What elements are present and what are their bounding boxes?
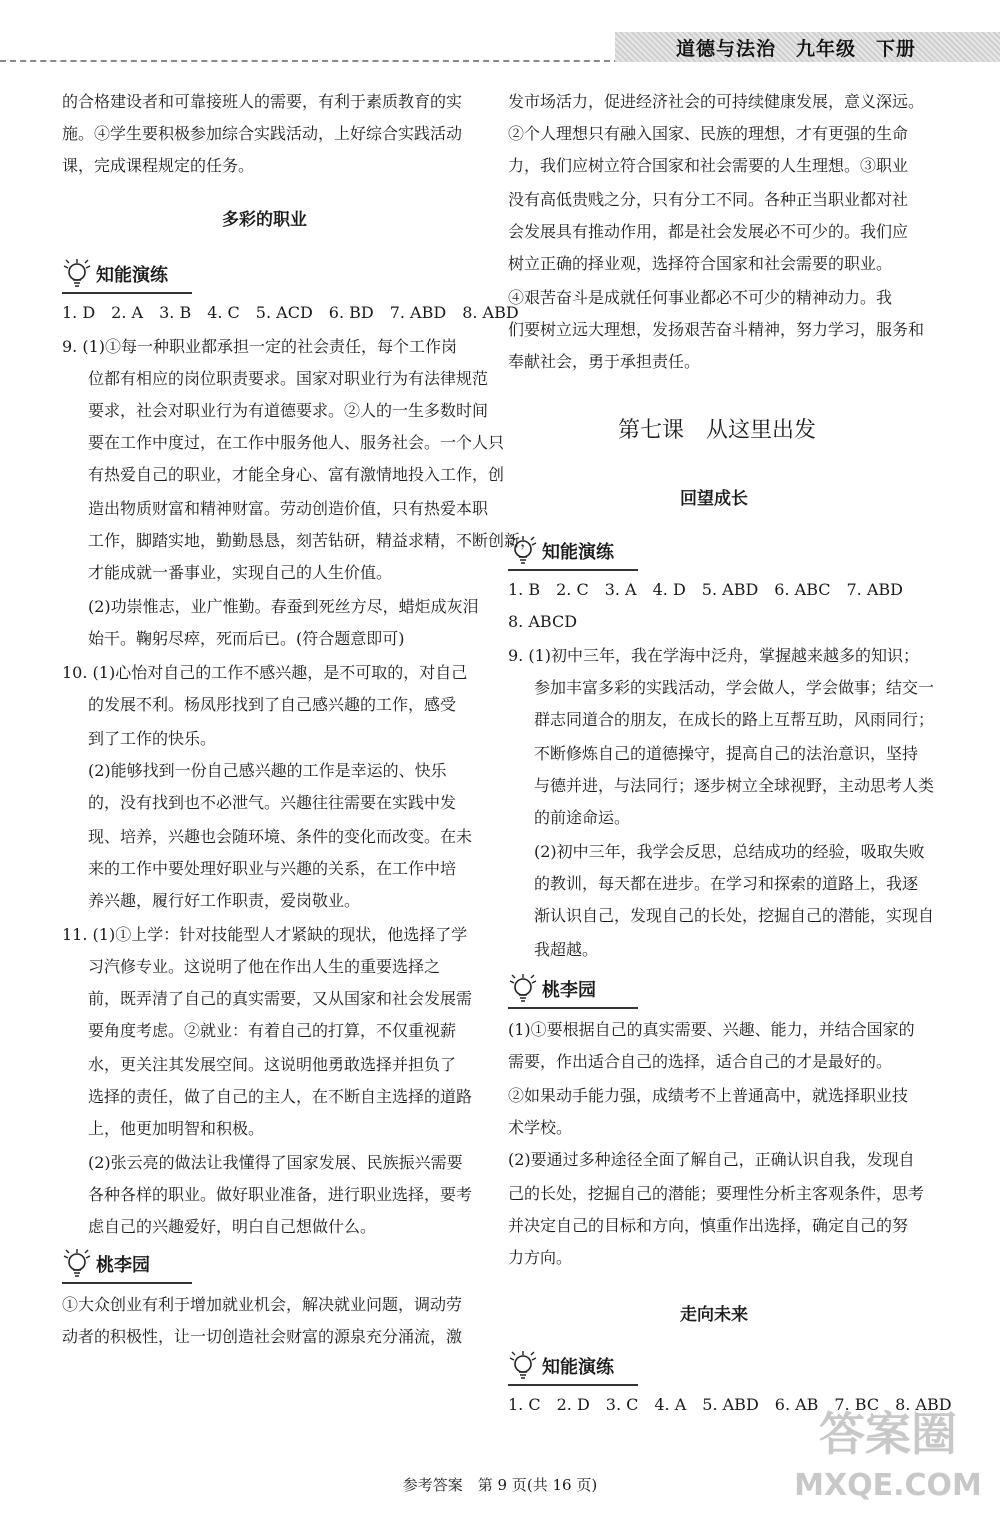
q9-line: 要在工作中度过，在工作中服务他人、服务社会。一个人只 — [88, 433, 505, 452]
taoli-line: 术学校。 — [508, 1118, 573, 1137]
watermark-logo — [778, 1395, 993, 1507]
text-line: 课，完成课程规定的任务。 — [62, 156, 255, 175]
watermark-en-text: MXQE.COM — [794, 1468, 982, 1503]
q9-line: 始干。鞠躬尽瘁，死而后已。(符合题意即可) — [88, 629, 405, 648]
q11-line: (2)张云亮的做法让我懂得了国家发展、民族振兴需要 — [88, 1153, 463, 1172]
answer-line: 1. C 2. D 3. C 4. A 5. ABD 6. AB 7. BC 8. ABD — [508, 1395, 952, 1414]
q9-line: 要求，社会对职业行为有道德要求。②人的一生多数时间 — [88, 401, 489, 420]
q9-line: 有热爱自己的职业，才能全身心、富有激情地投入工作，创 — [88, 465, 505, 484]
section-label-taoliyuan — [62, 1248, 150, 1280]
taoli-line: ②如果动手能力强，成绩考不上普通高中，就选择职业技 — [508, 1086, 909, 1105]
section-label-text: 知能演练 — [96, 265, 168, 286]
answer-line: 1. D 2. A 3. B 4. C 5. ACD 6. BD 7. ABD 8. ABD — [62, 303, 519, 322]
q9-line: 我超越。 — [534, 940, 599, 959]
section-label-text: 知能演练 — [542, 542, 614, 563]
q10-line: 的发展不利。杨凤彤找到了自己感兴趣的工作，感受 — [88, 695, 457, 714]
taoli-line: 力方向。 — [508, 1248, 573, 1267]
q9-line: 的前途命运。 — [534, 808, 631, 827]
text-line: 奉献社会，勇于承担责任。 — [508, 352, 701, 371]
q9-line: (2)初中三年，我学会反思，总结成功的经验，吸取失败 — [534, 842, 925, 861]
q11-line: 选择的责任，做了自己的主人，在不断自主选择的道路 — [88, 1087, 473, 1106]
q9-line: 渐认识自己，发现自己的长处，挖掘自己的潜能，实现自 — [534, 906, 935, 925]
q10-line: 现、培养，兴趣也会随环境、条件的变化而改变。在未 — [88, 827, 473, 846]
label-underline — [508, 569, 638, 571]
text-line: ②个人理想只有融入国家、民族的理想，才有更强的生命 — [508, 124, 909, 143]
q11-line: 11. (1)①上学：针对技能型人才紧缺的现状，他选择了学 — [62, 925, 468, 944]
page-header-title: 道德与法治 九年级 下册 — [676, 38, 917, 60]
q9-line: 位都有相应的岗位职责要求。国家对职业行为有法律规范 — [88, 369, 489, 388]
section-label-zhineng — [62, 258, 168, 290]
lightbulb-icon — [62, 1248, 92, 1280]
q9-line: 的教训，每天都在进步。在学习和探索的道路上，我逐 — [534, 874, 919, 893]
taoli-line: 并决定自己的目标和方向，慎重作出选择，确定自己的努 — [508, 1216, 909, 1235]
q9-line: 9. (1)初中三年，我在学海中泛舟，掌握越来越多的知识； — [508, 646, 920, 665]
label-underline — [62, 1282, 192, 1284]
taoli-line: ①大众创业有利于增加就业机会，解决就业问题，调动劳 — [62, 1295, 463, 1314]
answer-line: 1. B 2. C 3. A 4. D 5. ABD 6. ABC 7. ABD — [508, 580, 903, 599]
q9-line: 工作，脚踏实地，勤勤恳恳，刻苦钻研，精益求精，不断创新， — [88, 531, 537, 550]
text-line: ④艰苦奋斗是成就任何事业都必不可少的精神动力。我 — [508, 288, 893, 307]
lesson-title: 第七课 从这里出发 — [618, 418, 817, 443]
q11-line: 各种各样的职业。做好职业准备，进行职业选择，要考 — [88, 1185, 473, 1204]
text-line: 们要树立远大理想，发扬艰苦奋斗精神，努力学习，服务和 — [508, 320, 925, 339]
section-label-text: 知能演练 — [542, 1357, 614, 1378]
q9-line: 才能成就一番事业，实现自己的人生价值。 — [88, 563, 393, 582]
text-line: 会发展具有推动作用，都是社会发展必不可少的。我们应 — [508, 222, 909, 241]
text-line: 力，我们应树立符合国家和社会需要的人生理想。③职业 — [508, 156, 909, 175]
section-label-zhineng — [508, 1350, 614, 1382]
label-underline — [508, 1007, 638, 1009]
q11-line: 虑自己的兴趣爱好，明白自己想做什么。 — [88, 1217, 377, 1236]
lightbulb-icon — [62, 258, 92, 290]
q9-line: 群志同道合的朋友，在成长的路上互帮互助，风雨同行； — [534, 710, 935, 729]
lightbulb-icon — [508, 535, 538, 567]
section-title: 多彩的职业 — [222, 210, 307, 230]
q9-line: 参加丰富多彩的实践活动，学会做人，学会做事；结交一 — [534, 678, 935, 697]
q11-line: 上，他更加明智和积极。 — [88, 1119, 265, 1138]
page-footer: 参考答案 第 9 页(共 16 页) — [402, 1476, 598, 1494]
q10-line: 到了工作的快乐。 — [88, 729, 217, 748]
text-line: 的合格建设者和可靠接班人的需要，有利于素质教育的实 — [62, 92, 463, 111]
taoli-line: 己的长处，挖掘自己的潜能；要理性分析主客观条件，思考 — [508, 1184, 925, 1203]
taoli-line: (1)①要根据自己的真实需要、兴趣、能力，并结合国家的 — [508, 1020, 915, 1039]
section-title: 走向未来 — [680, 1305, 748, 1325]
lightbulb-icon — [508, 973, 538, 1005]
section-label-text: 桃李园 — [542, 980, 596, 1001]
text-line: 树立正确的择业观，选择符合国家和社会需要的职业。 — [508, 254, 893, 273]
text-line: 施。④学生要积极参加综合实践活动，上好综合实践活动 — [62, 124, 463, 143]
label-underline — [508, 1384, 638, 1386]
q9-line: (2)功崇惟志，业广惟勤。春蚕到死丝方尽，蜡炬成灰泪 — [88, 597, 479, 616]
q10-line: 来的工作中要处理好职业与兴趣的关系，在工作中培 — [88, 859, 457, 878]
watermark-cn-text: 答案圈 — [819, 1407, 957, 1461]
taoli-line: (2)要通过多种途径全面了解自己，正确认识自我，发现自 — [508, 1150, 915, 1169]
section-label-text: 桃李园 — [96, 1255, 150, 1276]
section-label-zhineng — [508, 535, 614, 567]
q10-line: 的，没有找到也不必泄气。兴趣往往需要在实践中发 — [88, 793, 457, 812]
header-dashed-rule — [0, 60, 620, 62]
answer-line: 8. ABCD — [508, 612, 578, 631]
text-line: 没有高低贵贱之分，只有分工不同。各种正当职业都对社 — [508, 190, 909, 209]
q9-line: 造出物质财富和精神财富。劳动创造价值，只有热爱本职 — [88, 499, 489, 518]
q9-line: 不断修炼自己的道德操守，提高自己的法治意识，坚持 — [534, 744, 919, 763]
text-line: 发市场活力，促进经济社会的可持续健康发展，意义深远。 — [508, 92, 925, 111]
q10-line: (2)能够找到一份自己感兴趣的工作是幸运的、快乐 — [88, 761, 447, 780]
q10-line: 10. (1)心怡对自己的工作不感兴趣，是不可取的，对自己 — [62, 663, 468, 682]
section-label-taoliyuan — [508, 973, 596, 1005]
q11-line: 要角度考虑。②就业：有着自己的打算，不仅重视薪 — [88, 1021, 457, 1040]
taoli-line: 需要，作出适合自己的选择，适合自己的才是最好的。 — [508, 1052, 893, 1071]
q9-line: 与德并进，与法同行；逐步树立全球视野，主动思考人类 — [534, 776, 935, 795]
section-title: 回望成长 — [680, 489, 748, 509]
q11-line: 习汽修专业。这说明了他在作出人生的重要选择之 — [88, 957, 441, 976]
lightbulb-icon — [508, 1350, 538, 1382]
taoli-line: 动者的积极性，让一切创造社会财富的源泉充分涌流，激 — [62, 1327, 463, 1346]
q10-line: 养兴趣，履行好工作职责，爱岗敬业。 — [88, 891, 361, 910]
q9-line: 9. (1)①每一种职业都承担一定的社会责任，每个工作岗 — [62, 337, 458, 356]
q11-line: 水，更关注其发展空间。这说明他勇敢选择并担负了 — [88, 1055, 457, 1074]
q11-line: 前，既弄清了自己的真实需要，又从国家和社会发展需 — [88, 989, 473, 1008]
label-underline — [62, 292, 192, 294]
